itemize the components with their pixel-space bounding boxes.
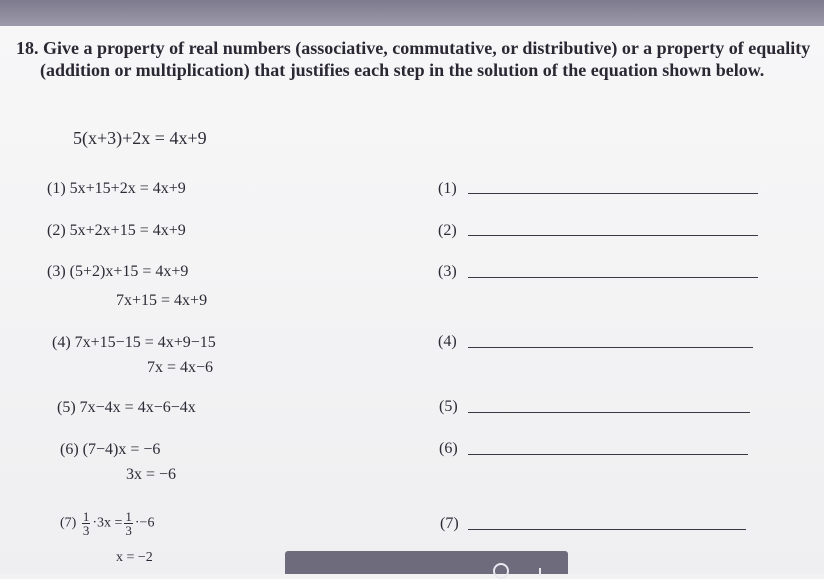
step-5 bbox=[57, 399, 196, 417]
circle-icon[interactable] bbox=[493, 563, 509, 579]
bottom-toolbar[interactable] bbox=[285, 551, 568, 574]
question-line-1: Give a property of real numbers (associative, commutative, or distributive) or a property of equality bbox=[43, 38, 811, 58]
step-3-equation-2: 7x+15 = 4x+9 bbox=[116, 292, 208, 309]
answer-5-blank[interactable] bbox=[468, 412, 750, 413]
step-1 bbox=[47, 180, 186, 198]
answer-2-blank[interactable] bbox=[468, 235, 758, 236]
step-1-label: (1) bbox=[47, 180, 66, 197]
answer-1-blank[interactable] bbox=[468, 193, 758, 194]
step-2 bbox=[47, 222, 186, 240]
step-3-label: (3) bbox=[47, 263, 66, 280]
step-3-equation: (5+2)x+15 = 4x+9 bbox=[69, 263, 189, 280]
answer-7-blank[interactable] bbox=[468, 529, 746, 530]
step-3 bbox=[47, 263, 188, 281]
step-7 bbox=[60, 510, 154, 537]
answer-3-label: (3) bbox=[438, 263, 457, 280]
step-6-equation-2: 3x = −6 bbox=[126, 466, 177, 483]
question-text bbox=[16, 37, 820, 81]
question-line-2: (addition or multiplication) that justifies each step in the solution of the equation shown below. bbox=[40, 60, 765, 80]
step-6-label: (6) bbox=[60, 441, 79, 458]
step-7-equation-2: x = −2 bbox=[116, 550, 153, 565]
step-7-fraction-2: $\frac{1}{3}$ bbox=[125, 509, 132, 538]
step-5-label: (5) bbox=[57, 399, 76, 416]
answer-5-label: (5) bbox=[439, 398, 458, 415]
step-4-label: (4) bbox=[52, 334, 71, 351]
answer-3-blank[interactable] bbox=[468, 277, 758, 278]
step-7-fraction-1: $\frac{1}{3}$ bbox=[82, 509, 90, 538]
step-5-equation: 7x−4x = 4x−6−4x bbox=[79, 399, 196, 416]
answer-1-label: (1) bbox=[438, 180, 457, 197]
answer-7-label: (7) bbox=[440, 515, 459, 532]
answer-2-label: (2) bbox=[438, 222, 457, 239]
step-6 bbox=[60, 441, 160, 459]
answer-6-blank[interactable] bbox=[468, 454, 748, 455]
step-2-equation: 5x+2x+15 = 4x+9 bbox=[69, 222, 186, 239]
step-7-label: (7) bbox=[60, 515, 77, 531]
step-7-middle: ·3x = bbox=[92, 515, 123, 531]
answer-6-label: (6) bbox=[439, 440, 458, 457]
step-4-equation-2: 7x = 4x−6 bbox=[147, 359, 214, 376]
step-4-equation: 7x+15−15 = 4x+9−15 bbox=[74, 334, 216, 351]
answer-4-blank[interactable] bbox=[468, 347, 753, 348]
step-6-equation: (7−4)x = −6 bbox=[82, 441, 161, 458]
question-number: 18. bbox=[16, 38, 39, 58]
step-1-equation: 5x+15+2x = 4x+9 bbox=[69, 180, 186, 197]
answer-4-label: (4) bbox=[438, 333, 457, 350]
step-2-label: (2) bbox=[47, 222, 66, 239]
browser-top-bar bbox=[0, 0, 824, 26]
step-4 bbox=[52, 334, 216, 352]
step-7-tail: ·−6 bbox=[134, 515, 155, 531]
plus-icon[interactable] bbox=[539, 568, 541, 576]
given-equation: 5(x+3)+2x = 4x+9 bbox=[73, 128, 207, 148]
